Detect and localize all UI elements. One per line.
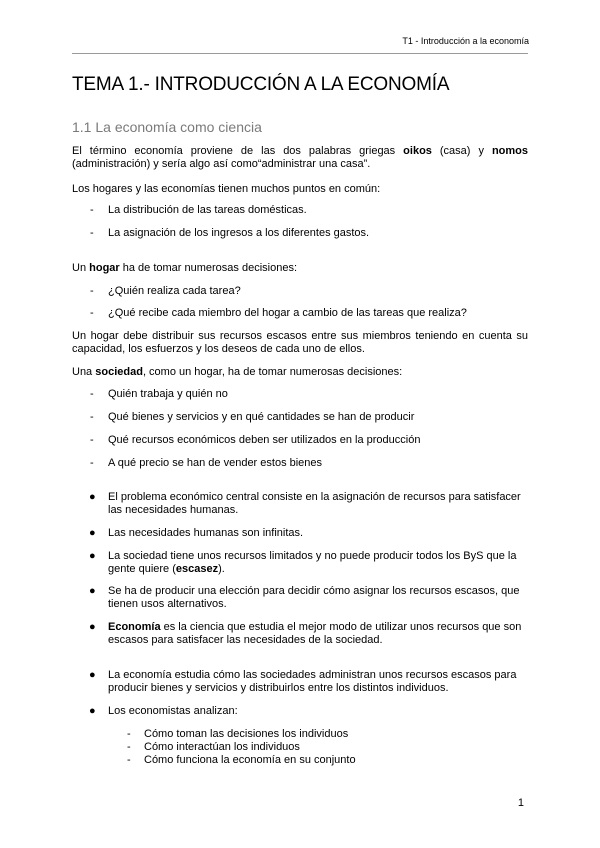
bullet-7: Los economistas analizan: (108, 705, 238, 717)
bullet-3-text-b: ). (218, 563, 225, 575)
sociedad-item-4: A qué precio se han de vender estos bienes (108, 457, 323, 469)
term-sociedad: sociedad (95, 366, 143, 378)
sub-item-1: Cómo toman las decisiones los individuos (144, 728, 349, 740)
bullet-2: Las necesidades humanas son infinitas. (108, 527, 304, 539)
bullet-6-line-1: La economía estudia cómo las sociedades administran unos recursos escasos para (108, 669, 517, 681)
bullet-icon: ● (89, 527, 96, 539)
dash-marker: - (127, 754, 131, 766)
sociedad-lead-b: , como un hogar, ha de tomar numerosas decisiones: (142, 366, 403, 378)
dash-marker: - (127, 728, 131, 740)
bullet-5-line-2: escasos para satisfacer las necesidades de la sociedad. (108, 634, 383, 646)
hogar-item-2: ¿Qué recibe cada miembro del hogar a cambio de las tareas que realiza? (108, 307, 467, 319)
bullet-5-line-1 (108, 621, 528, 634)
intro-line-2: (administración) y sería algo así como“administrar una casa”. (72, 158, 371, 170)
hogar-para-line-1: Un hogar debe distribuir sus recursos escasos entre sus miembros teniendo en cuenta su (72, 330, 528, 342)
bullet-4-line-1: Se ha de producir una elección para decidir cómo asignar los recursos escasos, que (108, 585, 520, 597)
bullet-3-line-1: La sociedad tiene unos recursos limitados y no puede producir todos los ByS que la (108, 550, 517, 562)
hogar-para-line-2: capacidad, los esfuerzos y los deseos de cada uno de ellos. (72, 343, 365, 355)
dash-marker: - (90, 457, 94, 469)
hogar-lead-a: Un (72, 262, 90, 274)
hogares-item-1: La distribución de las tareas domésticas. (108, 204, 307, 216)
header-divider (72, 53, 528, 54)
section-heading: 1.1 La economía como ciencia (72, 119, 262, 135)
bullet-1-line-1: El problema económico central consiste en la asignación de recursos para satisfacer (108, 491, 521, 503)
dash-marker: - (90, 307, 94, 319)
dash-marker: - (90, 227, 94, 239)
bullet-3-text-a: gente quiere ( (108, 563, 176, 575)
intro-text-b: (casa) y (431, 145, 492, 157)
term-nomos: nomos (491, 145, 528, 157)
hogar-lead (72, 262, 528, 275)
bullet-icon: ● (89, 669, 96, 681)
page-title: TEMA 1.- INTRODUCCIÓN A LA ECONOMÍA (72, 74, 450, 95)
sub-item-3: Cómo funciona la economía en su conjunto (144, 754, 356, 766)
bullet-icon: ● (89, 491, 96, 503)
running-header: T1 - Introducción a la economía (402, 36, 529, 46)
bullet-3-line-2 (108, 563, 528, 576)
sub-item-2: Cómo interactúan los individuos (144, 741, 300, 753)
term-escasez: escasez (175, 563, 219, 575)
dash-marker: - (90, 411, 94, 423)
bullet-6-line-2: producir bienes y servicios y distribuirlos entre los distintos individuos. (108, 682, 449, 694)
hogares-item-2: La asignación de los ingresos a los diferentes gastos. (108, 227, 370, 239)
term-hogar: hogar (89, 262, 120, 274)
sociedad-item-2: Qué bienes y servicios y en qué cantidades se han de producir (108, 411, 415, 423)
intro-line-1 (72, 145, 528, 158)
hogar-item-1: ¿Quién realiza cada tarea? (108, 285, 241, 297)
bullet-5-text: es la ciencia que estudia el mejor modo de utilizar unos recursos que son (160, 621, 522, 633)
intro-text-a: El término economía proviene de las dos palabras griegas (72, 145, 404, 157)
sociedad-item-1: Quién trabaja y quién no (108, 388, 228, 400)
dash-marker: - (127, 741, 131, 753)
bullet-4-line-2: tienen usos alternativos. (108, 598, 227, 610)
dash-marker: - (90, 285, 94, 297)
dash-marker: - (90, 434, 94, 446)
dash-marker: - (90, 388, 94, 400)
hogar-lead-b: ha de tomar numerosas decisiones: (119, 262, 298, 274)
term-oikos: oikos (403, 145, 432, 157)
bullet-icon: ● (89, 621, 96, 633)
term-economia: Economía (108, 621, 161, 633)
sociedad-item-3: Qué recursos económicos deben ser utilizados en la producción (108, 434, 421, 446)
bullet-1-line-2: las necesidades humanas. (108, 504, 239, 516)
dash-marker: - (90, 204, 94, 216)
page-number: 1 (517, 797, 524, 809)
bullet-icon: ● (89, 585, 96, 597)
bullet-icon: ● (89, 705, 96, 717)
bullet-icon: ● (89, 550, 96, 562)
sociedad-lead-a: Una (72, 366, 96, 378)
hogares-lead: Los hogares y las economías tienen muchos puntos en común: (72, 183, 381, 195)
sociedad-lead (72, 366, 528, 379)
